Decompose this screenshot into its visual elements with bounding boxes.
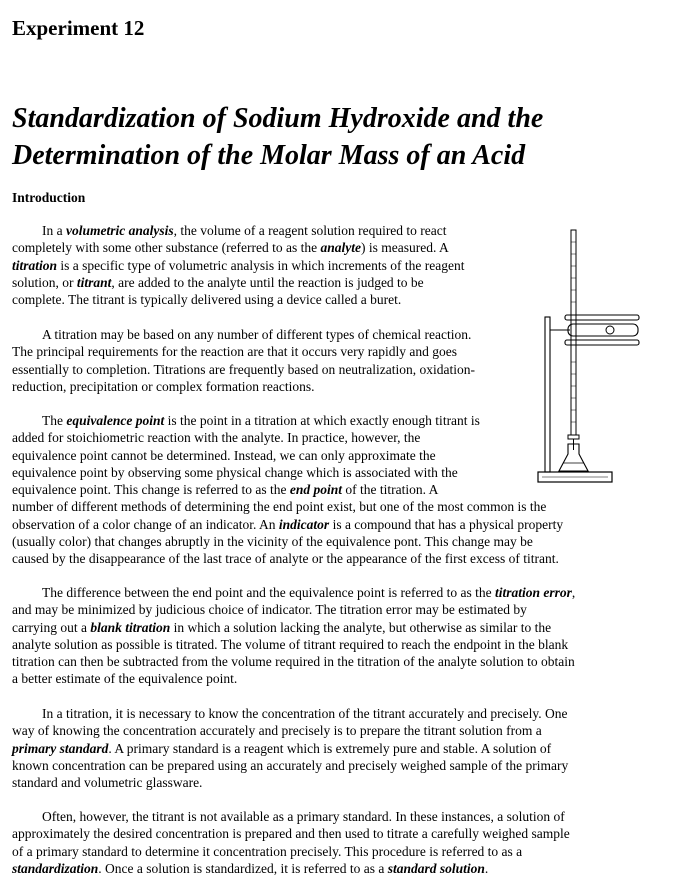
text-line: standardization. Once a solution is standardized, it is referred to as a standard solution.	[12, 860, 489, 876]
text-line: titration can then be subtracted from the volume required in the titration of the analyte solution to obtain	[12, 654, 575, 670]
text-line: The equivalence point is the point in a titration at which exactly enough titrant is	[42, 413, 480, 428]
text-line: standard and volumetric glassware.	[12, 775, 203, 791]
text-line: primary standard. A primary standard is a reagent which is extremely pure and stable. A solution of	[12, 740, 552, 756]
text-line: carrying out a blank titration in which a solution lacking the analyte, but otherwise as similar to the	[12, 619, 552, 635]
key-term: standard solution	[387, 860, 485, 876]
text-line: completely with some other substance (referred to as the analyte) is measured. A	[12, 240, 449, 256]
text-line: way of knowing the concentration accurately and precisely is to prepare the titrant solution from a	[12, 723, 542, 739]
key-term: blank titration	[90, 619, 171, 635]
text-line: The principal requirements for the reaction are that it occurs very rapidly and goes	[12, 344, 457, 360]
experiment-label: Experiment 12	[12, 16, 145, 40]
text-line: of a primary standard to determine it concentration precisely. This procedure is referred to as a	[12, 843, 523, 859]
key-term: end point	[289, 482, 343, 498]
key-term: titrant	[76, 274, 112, 290]
key-term: primary standard	[12, 740, 109, 756]
text-line: approximately the desired concentration is prepared and then used to titrate a carefully weighed sample	[12, 826, 570, 842]
text-line: solution, or titrant, are added to the analyte until the reaction is judged to be	[12, 274, 424, 290]
text-line: analyte solution as possible is titrated. The volume of titrant required to reach the endpoint in the blank	[12, 636, 569, 652]
text-line: a better estimate of the equivalence point.	[12, 671, 238, 687]
text-line: essentially to completion. Titrations are frequently based on neutralization, oxidation-	[12, 361, 476, 377]
text-line: and may be minimized by judicious choice of indicator. The titration error may be estimated by	[12, 602, 527, 618]
text-line: equivalence point by observing some physical change which is associated with the	[12, 464, 458, 480]
text-line: In a titration, it is necessary to know the concentration of the titrant accurately and precisely. One	[42, 706, 568, 721]
page-title	[12, 100, 662, 174]
section-heading-introduction: Introduction	[12, 190, 86, 205]
text-line: Often, however, the titrant is not available as a primary standard. In these instances, a solution of	[42, 809, 565, 824]
paragraph	[12, 705, 568, 791]
title-line: Determination of the Molar Mass of an Acid	[12, 140, 526, 171]
buret-clamp	[550, 315, 639, 345]
key-term: volumetric analysis	[66, 223, 174, 238]
paragraph	[12, 326, 475, 395]
text-line: caused by the disappearance of the last trace of analyte or the appearance of the first excess of titrant.	[12, 551, 559, 567]
key-term: titration	[12, 257, 58, 273]
ring-stand	[538, 317, 612, 482]
paragraph	[12, 412, 563, 568]
key-term: analyte	[320, 240, 362, 256]
key-term: indicator	[278, 516, 330, 532]
text-line: The difference between the end point and the equivalence point is referred to as the titration error,	[42, 585, 576, 600]
text-line: number of different methods of determining the end point exist, but one of the most common is the	[12, 499, 547, 515]
text-line: equivalence point cannot be determined. Instead, we can only approximate the	[12, 447, 436, 463]
titration-apparatus-illustration	[530, 222, 642, 494]
text-line: titration is a specific type of volumetric analysis in which increments of the reagent	[12, 257, 465, 273]
text-line: reduction, precipitation or complex formation reactions.	[12, 378, 315, 394]
key-term: equivalence point	[66, 413, 165, 428]
paragraph	[12, 584, 575, 688]
text-line: complete. The titrant is typically delivered using a device called a buret.	[12, 292, 402, 308]
key-term: titration error	[494, 585, 572, 600]
title-line: Standardization of Sodium Hydroxide and the	[12, 103, 544, 134]
key-term: standardization	[12, 860, 99, 876]
text-line: equivalence point. This change is referred to as the end point of the titration. A	[12, 482, 439, 498]
paragraph	[12, 222, 465, 308]
text-line: (usually color) that changes abruptly in the vicinity of the equivalence pont. This change may be	[12, 534, 533, 550]
text-line: A titration may be based on any number of different types of chemical reaction.	[42, 327, 472, 342]
text-line: added for stoichiometric reaction with the analyte. In practice, however, the	[12, 430, 421, 446]
text-line: observation of a color change of an indicator. An indicator is a compound that has a physical property	[12, 516, 564, 532]
text-line: known concentration can be prepared using an accurately and precisely weighed sample of the primary	[12, 757, 569, 773]
text-line: In a volumetric analysis, the volume of a reagent solution required to react	[42, 223, 447, 238]
paragraph	[12, 808, 570, 877]
